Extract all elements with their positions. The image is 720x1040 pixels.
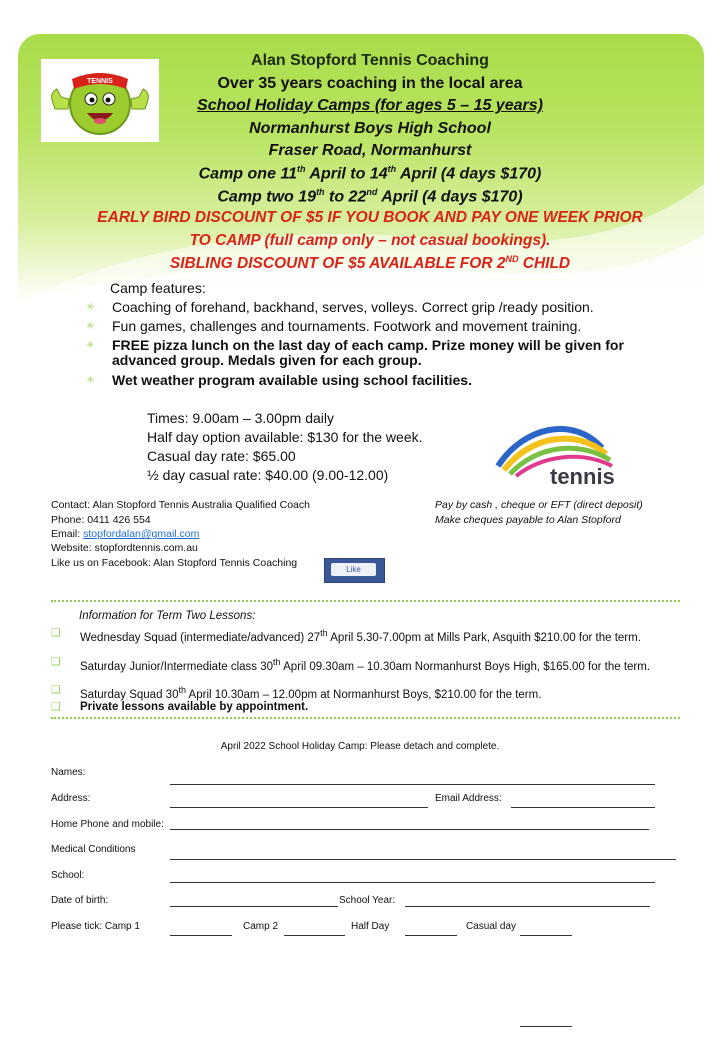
camp2-tick-label: Camp 2 <box>243 921 279 932</box>
facebook-like-button[interactable] <box>324 558 385 583</box>
feature-item: ✳ FREE pizza lunch on the last day of each camp. Prize money will be given for advanced group. Medals given for each group. <box>86 337 624 368</box>
lessons-title: Information for Term Two Lessons: <box>79 610 256 622</box>
address-field[interactable] <box>170 807 428 808</box>
email-address-label: Email Address: <box>435 793 502 804</box>
medical-label: Medical Conditions <box>51 844 136 855</box>
early-bird-line-1: EARLY BIRD DISCOUNT OF $5 IF YOU BOOK AND PAY ONE WEEK PRIOR <box>97 209 643 226</box>
times-daily: Times: 9.00am – 3.00pm daily <box>147 410 335 426</box>
school-year-field[interactable] <box>405 906 650 907</box>
bullet-icon: ✳ <box>86 375 95 386</box>
casual-day-tick-field[interactable] <box>520 935 572 936</box>
camp-two-dates: Camp two 19th to 22nd April (4 days $170) <box>217 187 523 206</box>
checkbox-bullet-icon: ❑ <box>51 656 61 668</box>
camp2-tick-field[interactable] <box>284 935 345 936</box>
blank-line <box>520 1026 572 1027</box>
tennis-australia-logo <box>494 418 624 490</box>
checkbox-bullet-icon: ❑ <box>51 701 61 713</box>
contact-email: Email: stopfordalan@gmail.com <box>51 528 200 540</box>
camp-one-dates: Camp one 11th April to 14th April (4 days $170) <box>198 164 542 183</box>
half-day-option: Half day option available: $130 for the week. <box>147 429 423 445</box>
casual-day-tick-label: Casual day <box>466 921 517 932</box>
dotted-divider <box>51 600 680 605</box>
contact-website: Website: stopfordtennis.com.au <box>51 542 198 554</box>
camps-heading: School Holiday Camps (for ages 5 – 15 years) <box>197 97 543 114</box>
contact-phone: Phone: 0411 426 554 <box>51 514 151 526</box>
casual-day-rate: Casual day rate: $65.00 <box>147 448 296 464</box>
bullet-icon: ✳ <box>86 340 95 351</box>
bullet-icon: ✳ <box>86 302 95 313</box>
camp1-tick-field[interactable] <box>170 935 232 936</box>
school-field[interactable] <box>170 882 655 883</box>
dotted-divider <box>51 717 680 722</box>
svg-text:tennis: tennis <box>550 464 615 489</box>
phone-label: Home Phone and mobile: <box>51 819 164 830</box>
business-name: Alan Stopford Tennis Coaching <box>251 52 489 69</box>
contact-facebook: Like us on Facebook: Alan Stopford Tennis Coaching <box>51 557 298 569</box>
email-address-field[interactable] <box>511 807 655 808</box>
sibling-discount: SIBLING DISCOUNT OF $5 AVAILABLE FOR 2ND CHILD <box>169 254 571 273</box>
phone-field[interactable] <box>170 829 649 830</box>
school-label: School: <box>51 870 85 881</box>
venue-address: Fraser Road, Normanhurst <box>268 142 472 159</box>
dob-field[interactable] <box>170 906 338 907</box>
lesson-item: ❑ Private lessons available by appointment. <box>51 701 309 713</box>
camp1-tick-label: Please tick: Camp 1 <box>51 921 140 932</box>
svg-text:TENNIS: TENNIS <box>87 78 113 85</box>
names-field[interactable] <box>170 784 655 785</box>
early-bird-line-2: TO CAMP (full camp only – not casual bookings). <box>189 232 551 249</box>
like-label: Like <box>331 563 376 576</box>
checkbox-bullet-icon: ❑ <box>51 684 61 696</box>
payment-methods: Pay by cash , cheque or EFT (direct deposit) <box>435 499 643 511</box>
half-day-tick-field[interactable] <box>405 935 457 936</box>
feature-item: ✳ Coaching of forehand, backhand, serves, volleys. Correct grip /ready position. <box>86 299 594 315</box>
checkbox-bullet-icon: ❑ <box>51 627 61 639</box>
email-link[interactable]: stopfordalan@gmail.com <box>83 528 200 540</box>
names-label: Names: <box>51 767 86 778</box>
half-casual-rate: ½ day casual rate: $40.00 (9.00-12.00) <box>147 467 389 483</box>
experience-line: Over 35 years coaching in the local area <box>217 75 523 92</box>
features-title: Camp features: <box>110 280 206 296</box>
medical-field[interactable] <box>170 859 676 860</box>
feature-item: ✳ Fun games, challenges and tournaments. Footwork and movement training. <box>86 318 582 334</box>
lesson-item: ❑ Saturday Squad 30th April 10.30am – 12.00pm at Normanhurst Boys, $210.00 for the term. <box>51 684 542 701</box>
lesson-item: ❑ Wednesday Squad (intermediate/advanced) 27th April 5.30-7.00pm at Mills Park, Asquith $210.00 for the term. <box>51 627 641 644</box>
address-label: Address: <box>51 793 91 804</box>
half-day-tick-label: Half Day <box>351 921 390 932</box>
cheque-payee: Make cheques payable to Alan Stopford <box>435 514 621 526</box>
feature-item: ✳ Wet weather program available using school facilities. <box>86 372 472 388</box>
lesson-item: ❑ Saturday Junior/Intermediate class 30th April 09.30am – 10.30am Normanhurst Boys High, $165.00 for the term. <box>51 656 651 673</box>
dob-label: Date of birth: <box>51 895 109 906</box>
school-year-label: School Year: <box>339 895 396 906</box>
contact-coach: Contact: Alan Stopford Tennis Australia Qualified Coach <box>51 499 310 511</box>
bullet-icon: ✳ <box>86 321 95 332</box>
venue-name: Normanhurst Boys High School <box>249 120 491 137</box>
form-title: April 2022 School Holiday Camp: Please detach and complete. <box>220 741 500 752</box>
